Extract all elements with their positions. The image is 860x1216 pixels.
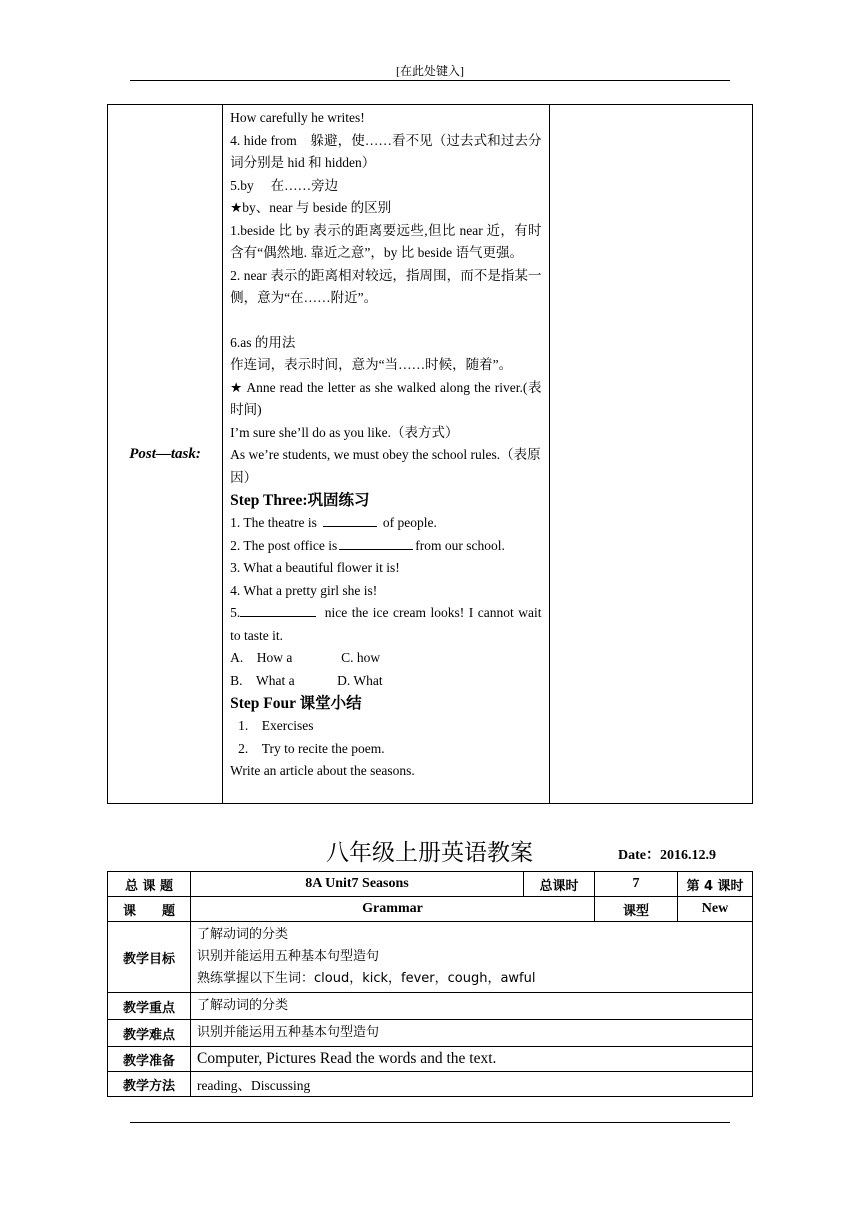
key-point-label: 教学重点 bbox=[108, 993, 191, 1020]
header-rule bbox=[130, 80, 730, 81]
line: 4. hide from 躲避，使……看不见（过去式和过去分词分别是 hid 和 hidden） bbox=[230, 132, 542, 170]
option-d: D. What bbox=[337, 672, 383, 688]
exercise-4: 4. What a pretty girl she is! bbox=[230, 582, 378, 598]
plan-date: Date：2016.12.9 bbox=[618, 848, 716, 863]
line: 作连词，表示时间，意为“当……时候，随着”。 bbox=[230, 357, 513, 372]
exercise-3: 3. What a beautiful flower it is! bbox=[230, 560, 400, 575]
goal-label: 教学目标 bbox=[108, 922, 191, 993]
text: 5. bbox=[230, 605, 241, 620]
line: As we’re students, we must obey the school rules.（表原因） bbox=[230, 447, 541, 485]
line: I’m sure she’ll do as you like.（表方式） bbox=[230, 424, 459, 440]
exercise-2 bbox=[230, 535, 541, 558]
step-four-heading: Step Four 课堂小结 bbox=[230, 695, 362, 712]
line: 5.by 在……旁边 bbox=[230, 177, 339, 193]
method-value: reading、Discussing bbox=[191, 1072, 753, 1097]
difficulty-label: 教学难点 bbox=[108, 1020, 191, 1047]
preparation-label: 教学准备 bbox=[108, 1047, 191, 1072]
type-label: 课型 bbox=[595, 897, 678, 922]
procedure-content bbox=[223, 105, 549, 804]
text: 1. The theatre is bbox=[230, 515, 317, 530]
answer-blank bbox=[323, 512, 377, 527]
summary-item: 2. Try to recite the poem. bbox=[238, 740, 385, 756]
stage-label: Post—task: bbox=[108, 105, 223, 804]
line: ★ Anne read the letter as she walked along the river.(表时间) bbox=[230, 379, 542, 417]
footer-rule bbox=[130, 1122, 730, 1123]
goal-item: 了解动词的分类 bbox=[197, 927, 289, 942]
notes-column bbox=[549, 105, 752, 804]
exercise-1 bbox=[230, 512, 541, 535]
line: 1.beside 比 by 表示的距离要远些,但比 near 近，有时含有“偶然地. 靠近之意”，by 比 beside 语气更强。 bbox=[230, 222, 542, 260]
option-c: C. how bbox=[341, 650, 381, 665]
options-row-2 bbox=[230, 670, 541, 693]
lesson-number: 第 4 课时 bbox=[678, 872, 753, 897]
plan-title: 八年级上册英语教案 bbox=[326, 840, 533, 866]
difficulty-value: 识别并能运用五种基本句型造句 bbox=[191, 1020, 753, 1047]
line: ★by、near 与 beside 的区别 bbox=[230, 200, 392, 215]
preparation-value: Computer, Pictures Read the words and the text. bbox=[191, 1047, 753, 1072]
option-b: B. What a bbox=[230, 672, 295, 688]
text: 2. The post office is bbox=[230, 537, 338, 553]
lesson-label: 课 题 bbox=[108, 897, 191, 922]
goal-item: 熟练掌握以下生词：cloud，kick，fever，cough，awful bbox=[197, 971, 536, 986]
exercise-5 bbox=[230, 602, 541, 647]
step-three-heading: Step Three:巩固练习 bbox=[230, 492, 370, 509]
text: nice the ice cream looks! I cannot wait to taste it. bbox=[230, 605, 542, 643]
line: 2. near 表示的距离相对较远，指周围，而不是指某一侧，意为“在……附近”。 bbox=[230, 267, 542, 305]
lesson-plan-table bbox=[107, 871, 753, 1097]
options-row-1 bbox=[230, 647, 541, 670]
option-a: A. How a bbox=[230, 650, 293, 665]
type-value: New bbox=[678, 897, 753, 922]
text: from our school. bbox=[415, 537, 505, 553]
goal-value bbox=[191, 922, 753, 993]
total-lessons-value: 7 bbox=[595, 872, 678, 897]
key-point-value: 了解动词的分类 bbox=[191, 993, 753, 1020]
answer-blank bbox=[240, 602, 316, 617]
lesson-value: Grammar bbox=[191, 897, 595, 922]
answer-blank bbox=[339, 535, 413, 550]
topic-label: 总 课 题 bbox=[108, 872, 191, 897]
line: How carefully he writes! bbox=[230, 110, 365, 125]
method-label: 教学方法 bbox=[108, 1072, 191, 1097]
total-lessons-label: 总课时 bbox=[524, 872, 595, 897]
summary-item: 1. Exercises bbox=[238, 718, 314, 733]
lesson-procedure-table bbox=[107, 104, 753, 804]
page-header: [在此处键入] bbox=[396, 64, 464, 78]
topic-value: 8A Unit7 Seasons bbox=[191, 872, 524, 897]
plan-title-row bbox=[0, 834, 860, 868]
goal-item: 识别并能运用五种基本句型造句 bbox=[197, 949, 380, 964]
summary-item: Write an article about the seasons. bbox=[230, 763, 415, 778]
text: of people. bbox=[382, 515, 437, 530]
line: 6.as 的用法 bbox=[230, 334, 296, 350]
spacer bbox=[230, 310, 541, 332]
